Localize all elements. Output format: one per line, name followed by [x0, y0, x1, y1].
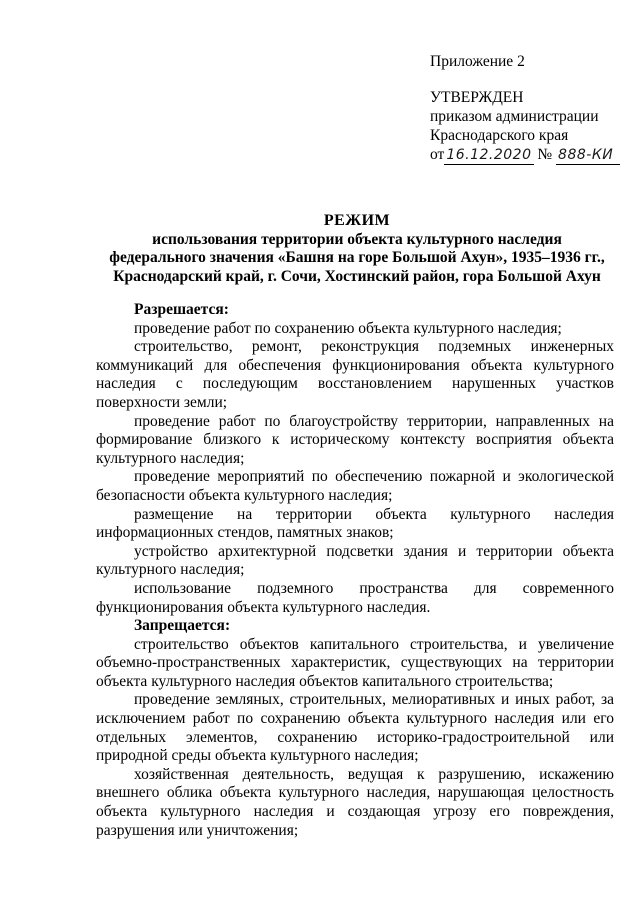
annex-label: Приложение 2 — [430, 53, 525, 70]
title-main: РЕЖИМ — [323, 212, 391, 229]
handwritten-date: 16.12.2020 — [446, 147, 532, 163]
forbidden-item: строительство объектов капитального строительства, и увеличение объемно-пространственных характеристик, существующих на территории объекта культурного наследия объектов капитального строительства; — [96, 635, 614, 690]
approved-label: УТВЕРЖДЕН — [430, 89, 524, 106]
document-body — [96, 301, 614, 840]
document-title — [92, 212, 622, 286]
date-prefix: от — [430, 146, 445, 163]
allowed-item: проведение мероприятий по обеспечению пожарной и экологической безопасности объекта культурного наследия; — [96, 468, 614, 504]
approval-line-1: приказом администрации — [430, 108, 599, 125]
title-line-2: федерального значения «Башня на горе Большой Ахун», 1935–1936 гг., — [109, 249, 605, 266]
allowed-item: проведение работ по благоустройству территории, направленных на формирование близкого к историческому контексту восприятия объекта культурного наследия; — [96, 412, 614, 467]
allowed-heading: Разрешается: — [134, 301, 229, 318]
handwritten-number: 888-КИ — [556, 146, 620, 165]
approval-line-2: Краснодарского края — [430, 127, 569, 144]
allowed-item: проведение работ по сохранению объекта культурного наследия; — [134, 319, 562, 337]
number-prefix: № — [537, 146, 553, 163]
forbidden-heading: Запрещается: — [134, 617, 231, 635]
title-line-1: использования территории объекта культурного наследия — [152, 230, 562, 248]
allowed-item: устройство архитектурной подсветки здания и территории объекта культурного наследия; — [96, 542, 614, 579]
allowed-item: размещение на территории объекта культурного наследия информационных стендов, памятных знаков; — [96, 505, 614, 542]
approval-date-number-line — [430, 146, 620, 165]
title-line-3: Краснодарский край, г. Сочи, Хостинский район, гора Большой Ахун — [113, 267, 601, 285]
allowed-item: строительство, ремонт, реконструкция подземных инженерных коммуникаций для обеспечения функционирования объекта культурного наследия с последующим восстановлением нарушенных участков поверхности земли; — [96, 338, 614, 411]
allowed-item: использование подземного пространства для современного функционирования объекта культурного наследия. — [96, 579, 614, 616]
forbidden-item: проведение земляных, строительных, мелиоративных и иных работ, за исключением работ по сохранению объекта культурного наследия или его отдельных элементов, сохранению историко-градостроительной или природной среды объекта культурного наследия; — [96, 691, 614, 765]
forbidden-item: хозяйственная деятельность, ведущая к разрушению, искажению внешнего облика объекта культурного наследия, нарушающая целостность объекта культурного наследия и создающая угрозу его повреждения, разрушения или уничтожения; — [96, 765, 614, 839]
